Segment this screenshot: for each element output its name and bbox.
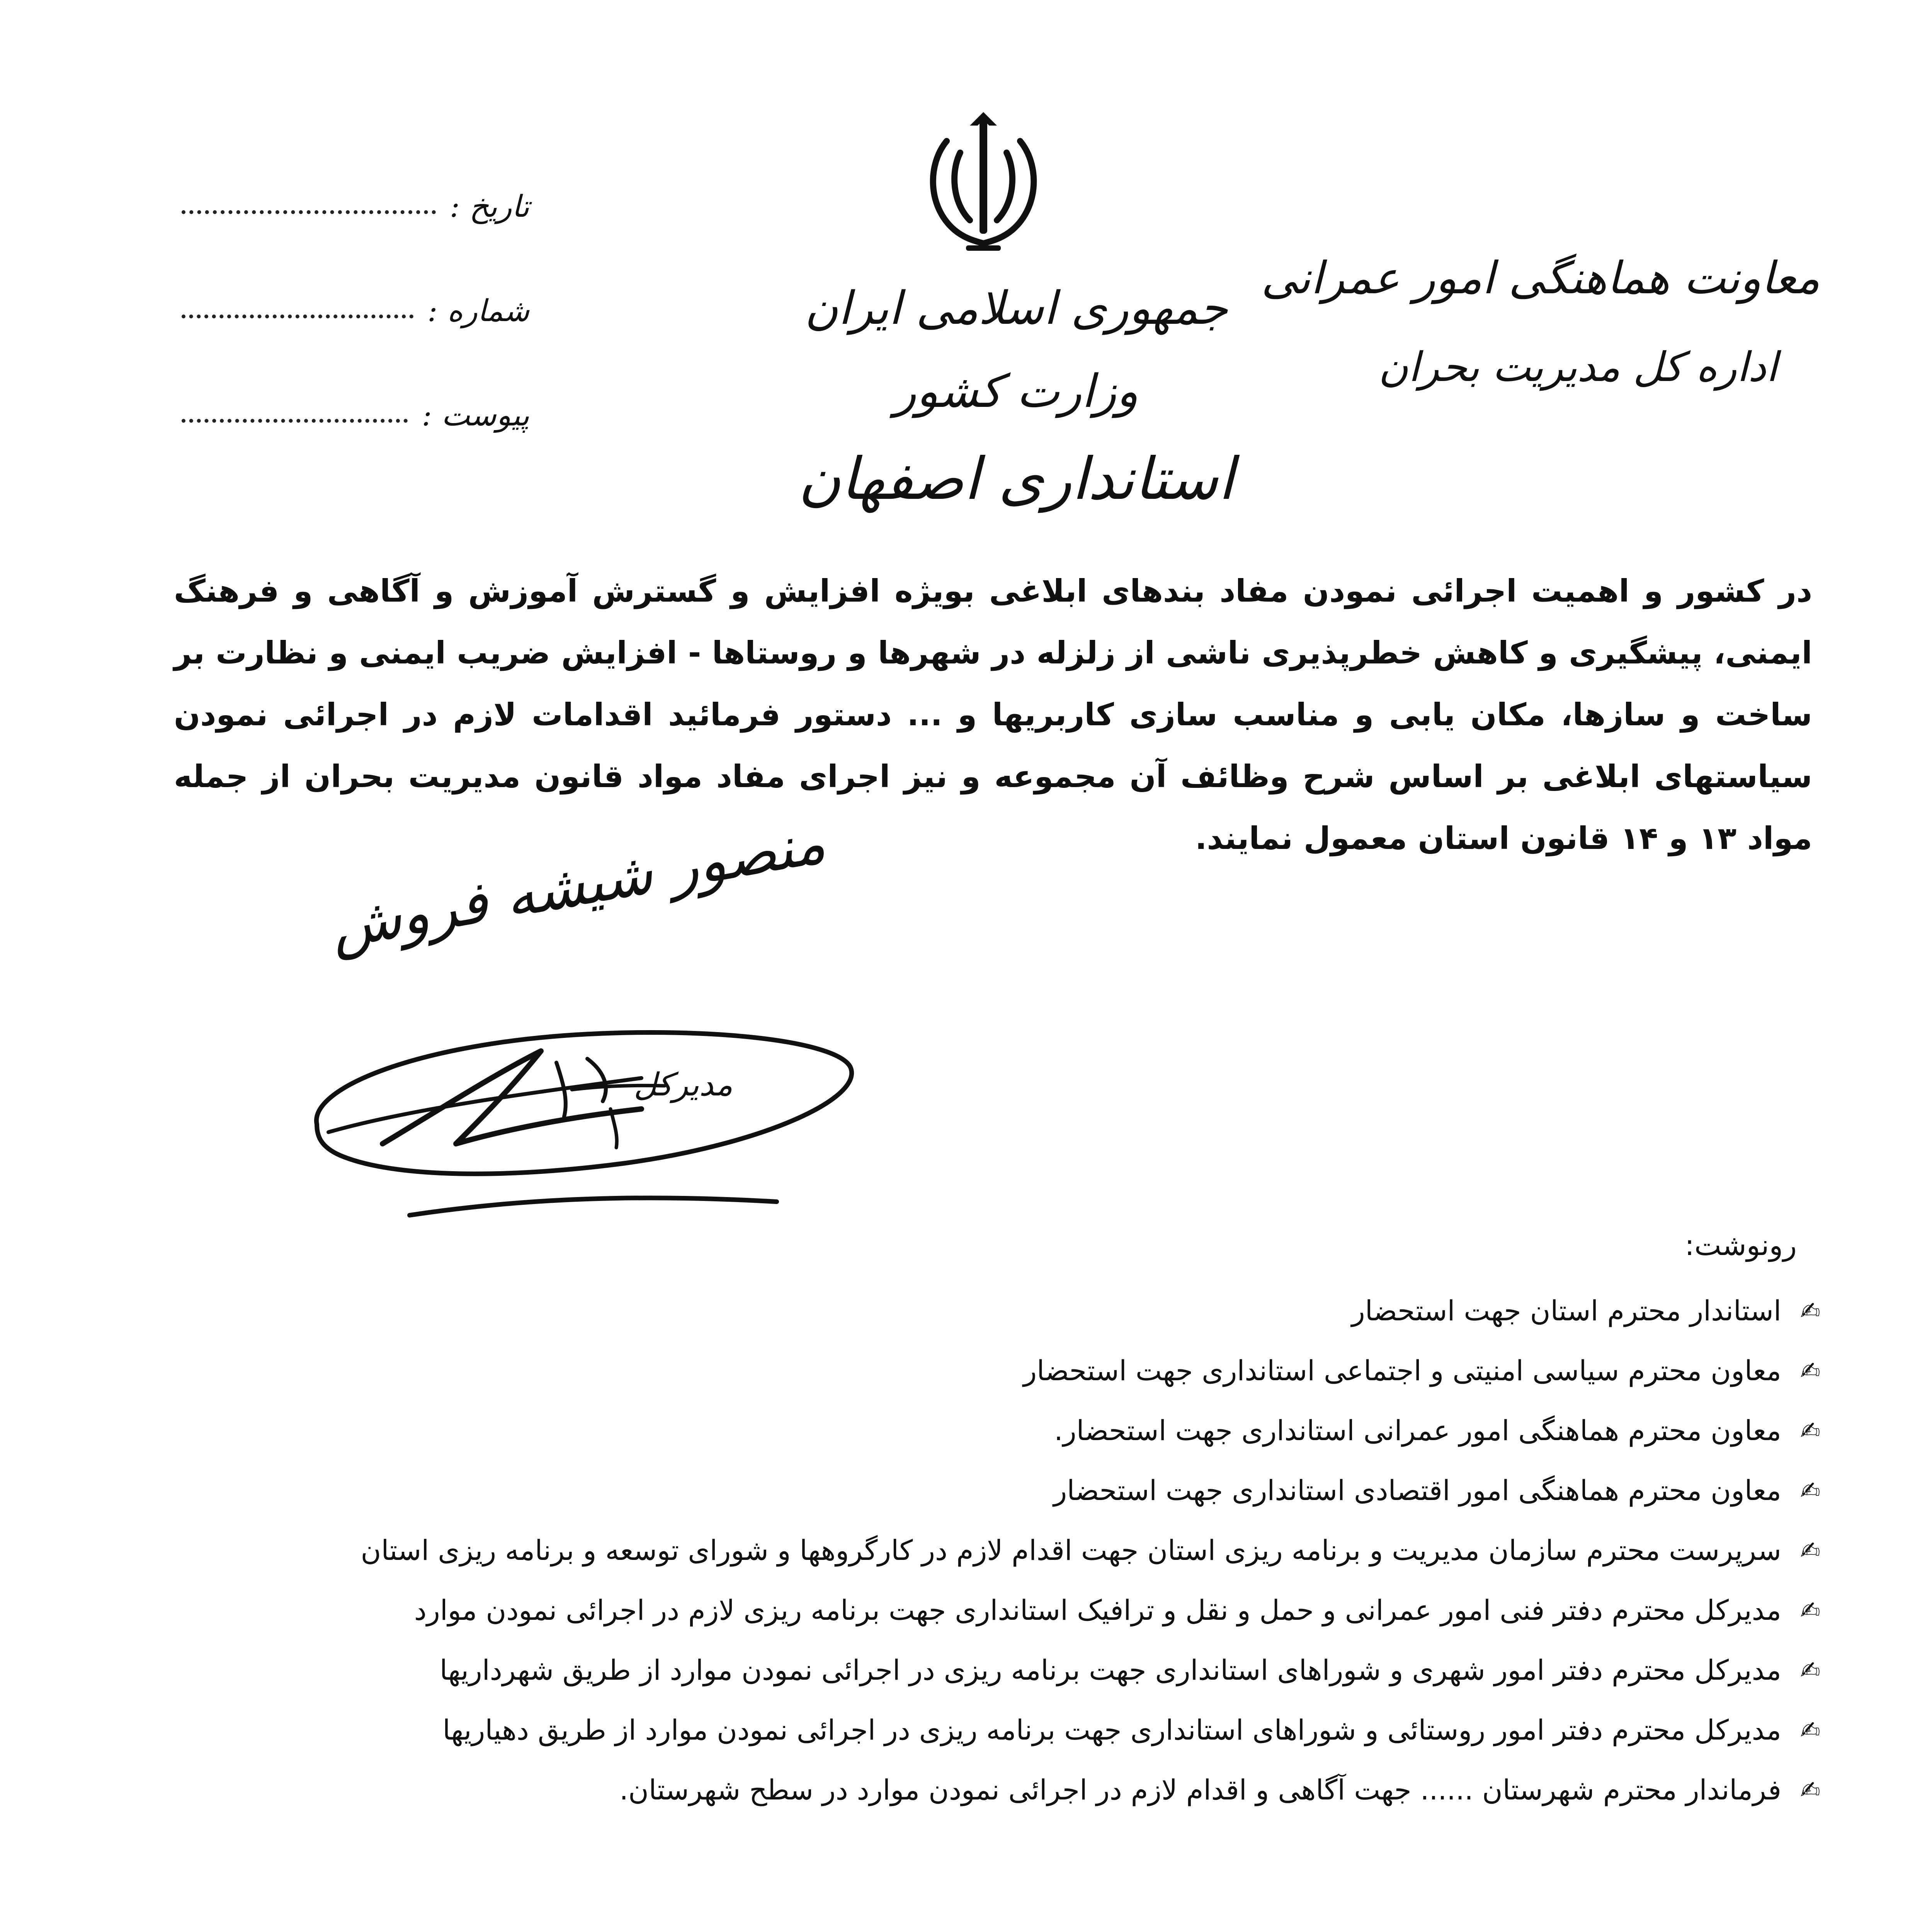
date-row bbox=[182, 120, 529, 224]
number-label: شماره : bbox=[427, 294, 529, 328]
cc-item-text: معاون محترم هماهنگی امور عمرانی استانداری جهت استحضار. bbox=[1054, 1414, 1781, 1447]
pen-hand-icon: ✍ bbox=[1800, 1357, 1820, 1385]
cc-item-text: معاون محترم هماهنگی امور اقتصادی استانداری جهت استحضار bbox=[1053, 1474, 1781, 1507]
cc-item bbox=[182, 1461, 1832, 1520]
cc-list bbox=[182, 1281, 1832, 1820]
ministry-title: وزارت کشور bbox=[894, 364, 1138, 418]
letter-meta bbox=[182, 120, 529, 433]
department-titles bbox=[1261, 232, 1820, 410]
cc-item bbox=[182, 1640, 1832, 1700]
pen-hand-icon: ✍ bbox=[1800, 1716, 1820, 1744]
cc-item-text: فرماندار محترم شهرستان ...... جهت آگاهی و اقدام لازم در اجرائی نمودن موارد در سطح شهرستان. bbox=[619, 1774, 1781, 1806]
date-line bbox=[182, 210, 436, 214]
cc-item bbox=[182, 1700, 1832, 1760]
deputy-title: معاونت هماهنگی امور عمرانی bbox=[1261, 252, 1820, 304]
office-title: اداره کل مدیریت بحران bbox=[1378, 344, 1777, 391]
attachment-row bbox=[182, 328, 529, 433]
cc-item bbox=[182, 1760, 1832, 1820]
pen-hand-icon: ✍ bbox=[1800, 1656, 1820, 1684]
cc-item-text: استاندار محترم استان جهت استحضار bbox=[1351, 1294, 1781, 1327]
iran-emblem-icon bbox=[923, 110, 1043, 253]
issuer-titles bbox=[765, 267, 1267, 526]
pen-hand-icon: ✍ bbox=[1800, 1536, 1820, 1565]
pen-hand-icon: ✍ bbox=[1800, 1776, 1820, 1804]
attachment-line bbox=[182, 419, 408, 423]
pen-hand-icon: ✍ bbox=[1800, 1297, 1820, 1325]
number-row bbox=[182, 224, 529, 328]
cc-item bbox=[182, 1580, 1832, 1640]
cc-item-text: معاون محترم سیاسی امنیتی و اجتماعی استانداری جهت استحضار bbox=[1023, 1354, 1781, 1387]
cc-item-text: مدیرکل محترم دفتر فنی امور عمرانی و حمل و نقل و ترافیک استانداری جهت برنامه ریزی لازم در اجرائی نمودن موارد bbox=[414, 1594, 1781, 1626]
cc-item-text: مدیرکل محترم دفتر امور روستائی و شوراهای استانداری جهت برنامه ریزی در اجرائی نمودن موارد از طریق دهیاریها bbox=[442, 1714, 1781, 1746]
cc-item bbox=[182, 1281, 1832, 1341]
letter-body: در کشور و اهمیت اجرائی نمودن مفاد بندهای ابلاغی بویژه افزایش و گسترش آموزش و آگاهی و فرهنگ ایمنی، پیشگیری و کاهش خطرپذیری ناشی از زلزله در شهرها و روستاها - افزایش ضریب ایمنی و نظارت بر ساخت و سازها، مکان یابی و مناسب سازی کاربریها و ... دستور فرمائید اقدامات لازم در اجرائی نمودن سیاستهای ابلاغی بر اساس شرح وظائف آن مجموعه و نیز اجرای مفاد مواد قانون مدیریت بحران از جمله مواد ۱۳ و ۱۴ قانون استان معمول نمایند. bbox=[174, 573, 1812, 856]
handwritten-signature bbox=[294, 962, 881, 1233]
cc-item-text: مدیرکل محترم دفتر امور شهری و شوراهای استانداری جهت برنامه ریزی در اجرائی نمودن موارد از طریق شهرداریها bbox=[439, 1654, 1781, 1686]
cc-title: رونوشت: bbox=[1685, 1229, 1797, 1262]
signatory-title: مدیرکل bbox=[634, 1066, 733, 1103]
signatory-name: منصور شیشه فروش bbox=[325, 809, 830, 962]
pen-hand-icon: ✍ bbox=[1800, 1596, 1820, 1624]
cc-item bbox=[182, 1401, 1832, 1461]
number-line bbox=[182, 315, 413, 318]
pen-hand-icon: ✍ bbox=[1800, 1417, 1820, 1445]
pen-hand-icon: ✍ bbox=[1800, 1476, 1820, 1505]
cc-item-text: سرپرست محترم سازمان مدیریت و برنامه ریزی استان جهت اقدام لازم در کارگروهها و شورای توسعه و برنامه ریزی استان bbox=[361, 1534, 1781, 1566]
attachment-label: پیوست : bbox=[422, 398, 529, 433]
cc-item bbox=[182, 1520, 1832, 1580]
republic-title: جمهوری اسلامی ایران bbox=[804, 281, 1228, 335]
province-title: استانداری اصفهان bbox=[798, 446, 1234, 513]
date-label: تاریخ : bbox=[449, 189, 529, 224]
cc-item bbox=[182, 1341, 1832, 1401]
